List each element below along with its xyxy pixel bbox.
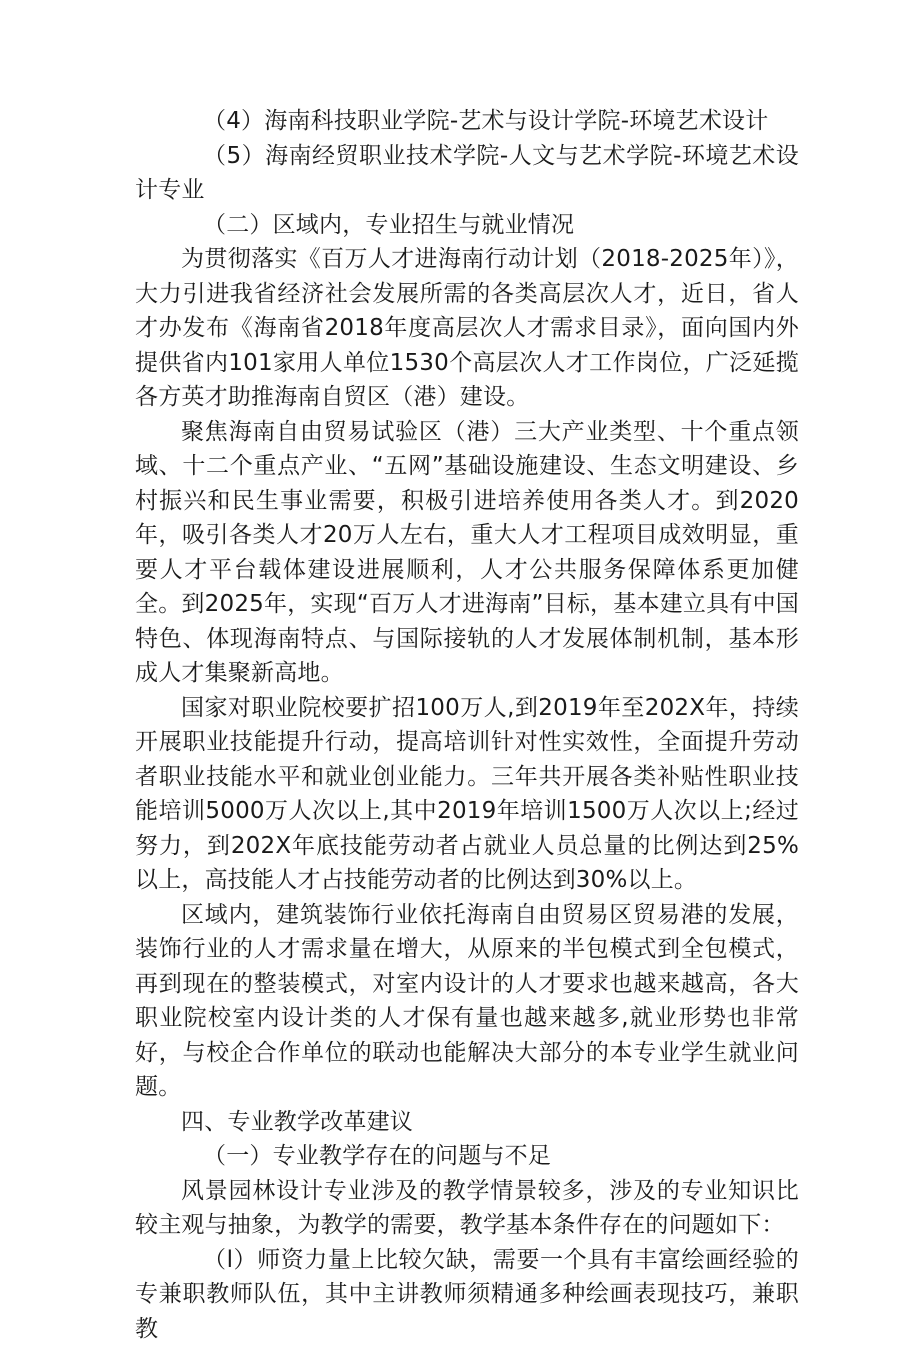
paragraph-talent-plan: 为贯彻落实《百万人才进海南行动计划（2018-2025年）》，大力引进我省经济社会发展所需的各类高层次人才，近日，省人才办发布《海南省2018年度高层次人才需求目录》，面向国内外提供省内101家用人单位1530个高层次人才工作岗位，广泛延揽各方英才助推海南自贸区（港）建设。	[135, 242, 799, 415]
document-page	[135, 104, 799, 1346]
list-item-faculty: （l）师资力量上比较欠缺，需要一个具有丰富绘画经验的专兼职教师队伍，其中主讲教师须精通多种绘画表现技巧，兼职教	[135, 1243, 799, 1346]
list-item-5: （5）海南经贸职业技术学院-人文与艺术学院-环境艺术设计专业	[135, 139, 799, 208]
paragraph-regional-employment: 区域内，建筑装饰行业依托海南自由贸易区贸易港的发展，装饰行业的人才需求量在增大，从原来的半包模式到全包模式，再到现在的整装模式，对室内设计的人才要求也越来越高，各大职业院校室内设计类的人才保有量也越来越多,就业形势也非常好，与校企合作单位的联动也能解决大部分的本专业学生就业问题。	[135, 898, 799, 1105]
paragraph-teaching-context: 风景园林设计专业涉及的教学情景较多，涉及的专业知识比较主观与抽象，为教学的需要，教学基本条件存在的问题如下：	[135, 1174, 799, 1243]
paragraph-free-trade-focus: 聚焦海南自由贸易试验区（港）三大产业类型、十个重点领域、十二个重点产业、“五网”基础设施建设、生态文明建设、乡村振兴和民生事业需要，积极引进培养使用各类人才。到2020年，吸引各类人才20万人左右，重大人才工程项目成效明显，重要人才平台载体建设进展顺利，人才公共服务保障体系更加健全。到2025年，实现“百万人才进海南”目标，基本建立具有中国特色、体现海南特点、与国际接轨的人才发展体制机制，基本形成人才集聚新高地。	[135, 415, 799, 691]
paragraph-vocational-expansion: 国家对职业院校要扩招100万人,到2019年至202X年，持续开展职业技能提升行动，提高培训针对性实效性，全面提升劳动者职业技能水平和就业创业能力。三年共开展各类补贴性职业技能培训5000万人次以上,其中2019年培训1500万人次以上;经过努力，到202X年底技能劳动者占就业人员总量的比例达到25%以上，高技能人才占技能劳动者的比例达到30%以上。	[135, 691, 799, 898]
section-heading-regional: （二）区域内，专业招生与就业情况	[135, 208, 799, 243]
section-heading-reform: 四、专业教学改革建议	[135, 1105, 799, 1140]
subsection-heading-problems: （一）专业教学存在的问题与不足	[135, 1139, 799, 1174]
list-item-4: （4）海南科技职业学院-艺术与设计学院-环境艺术设计	[135, 104, 799, 139]
